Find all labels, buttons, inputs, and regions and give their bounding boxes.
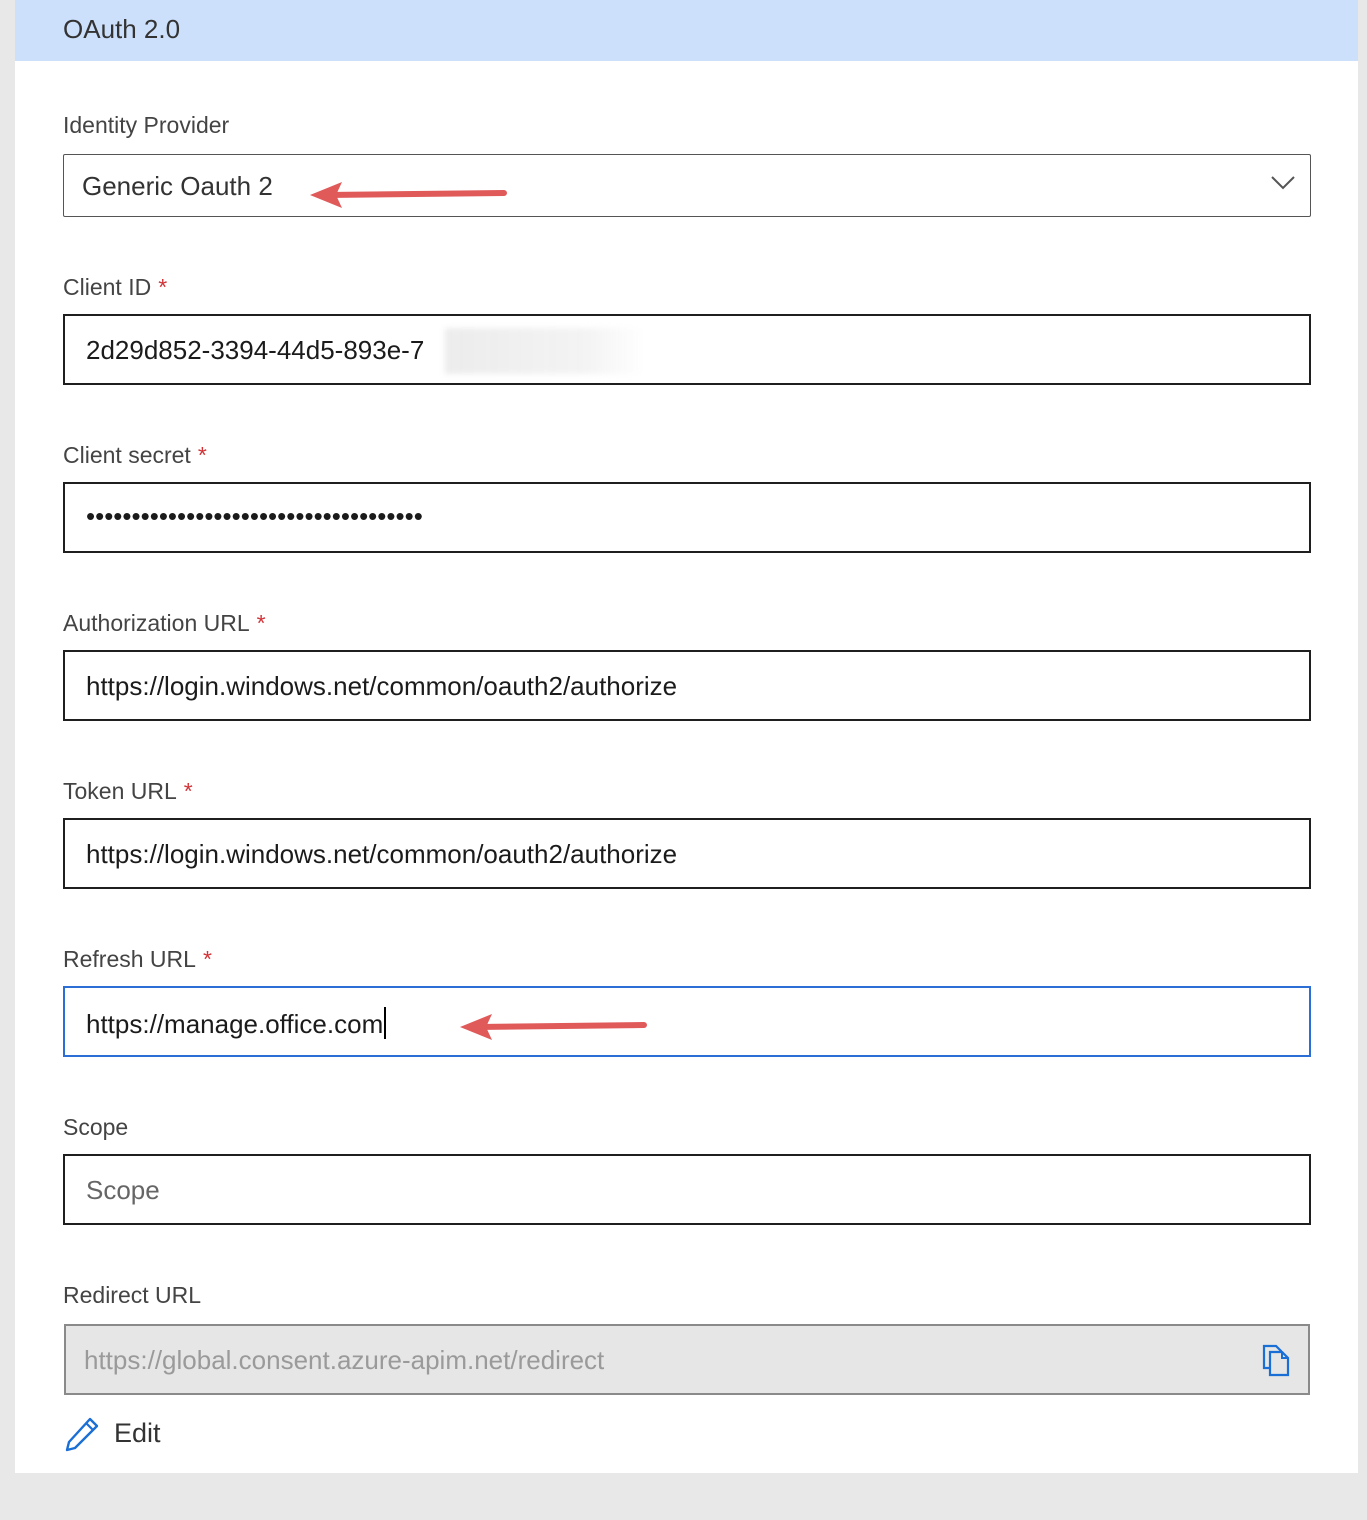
copy-icon[interactable] (1258, 1342, 1292, 1378)
redaction-blur (445, 328, 645, 374)
refresh-url-field[interactable] (63, 986, 1311, 1057)
scope-label (63, 1114, 128, 1141)
refresh-url-label (63, 946, 212, 973)
section-title: OAuth 2.0 (63, 14, 181, 44)
client-id-field[interactable] (63, 314, 1311, 385)
token-url-field[interactable] (63, 818, 1311, 889)
redirect-url-field (64, 1324, 1310, 1395)
client-id-label-text: Client ID (63, 274, 152, 300)
redirect-url-label (63, 1282, 201, 1309)
annotation-arrow-refresh (458, 1010, 650, 1044)
identity-provider-label-text: Identity Provider (63, 112, 230, 138)
authorization-url-label (63, 610, 266, 637)
chevron-down-icon (1270, 173, 1296, 191)
scope-placeholder: Scope (86, 1175, 160, 1205)
text-cursor (384, 1007, 386, 1039)
identity-provider-label (63, 112, 229, 139)
token-url-value: https://login.windows.net/common/oauth2/authorize (86, 839, 678, 869)
required-asterisk: * (202, 946, 212, 972)
client-secret-field[interactable] (63, 482, 1311, 553)
required-asterisk: * (183, 778, 193, 804)
pencil-icon (64, 1416, 100, 1452)
client-secret-label (63, 442, 207, 469)
section-header (15, 0, 1358, 61)
required-asterisk: * (256, 610, 266, 636)
authorization-url-value: https://login.windows.net/common/oauth2/authorize (86, 671, 678, 701)
required-asterisk: * (197, 442, 207, 468)
client-secret-label-text: Client secret (63, 442, 191, 468)
redirect-url-label-text: Redirect URL (63, 1282, 202, 1308)
identity-provider-dropdown[interactable] (63, 154, 1311, 217)
refresh-url-value-wrap (86, 1007, 386, 1040)
required-asterisk: * (158, 274, 168, 300)
oauth-panel (15, 0, 1358, 1473)
refresh-url-value: https://manage.office.com (86, 1009, 384, 1039)
client-secret-value: ••••••••••••••••••••••••••••••••••••• (86, 501, 423, 531)
client-id-value: 2d29d852-3394-44d5-893e-7 (86, 335, 425, 365)
refresh-url-label-text: Refresh URL (63, 946, 196, 972)
authorization-url-field[interactable] (63, 650, 1311, 721)
token-url-label-text: Token URL (63, 778, 177, 804)
edit-label: Edit (114, 1418, 161, 1448)
redirect-url-value: https://global.consent.azure-apim.net/redirect (84, 1345, 605, 1375)
client-id-label (63, 274, 167, 301)
token-url-label (63, 778, 193, 805)
scope-field[interactable] (63, 1154, 1311, 1225)
identity-provider-value: Generic Oauth 2 (82, 171, 273, 201)
annotation-arrow-identity (308, 178, 510, 212)
scope-label-text: Scope (63, 1114, 129, 1140)
authorization-url-label-text: Authorization URL (63, 610, 250, 636)
